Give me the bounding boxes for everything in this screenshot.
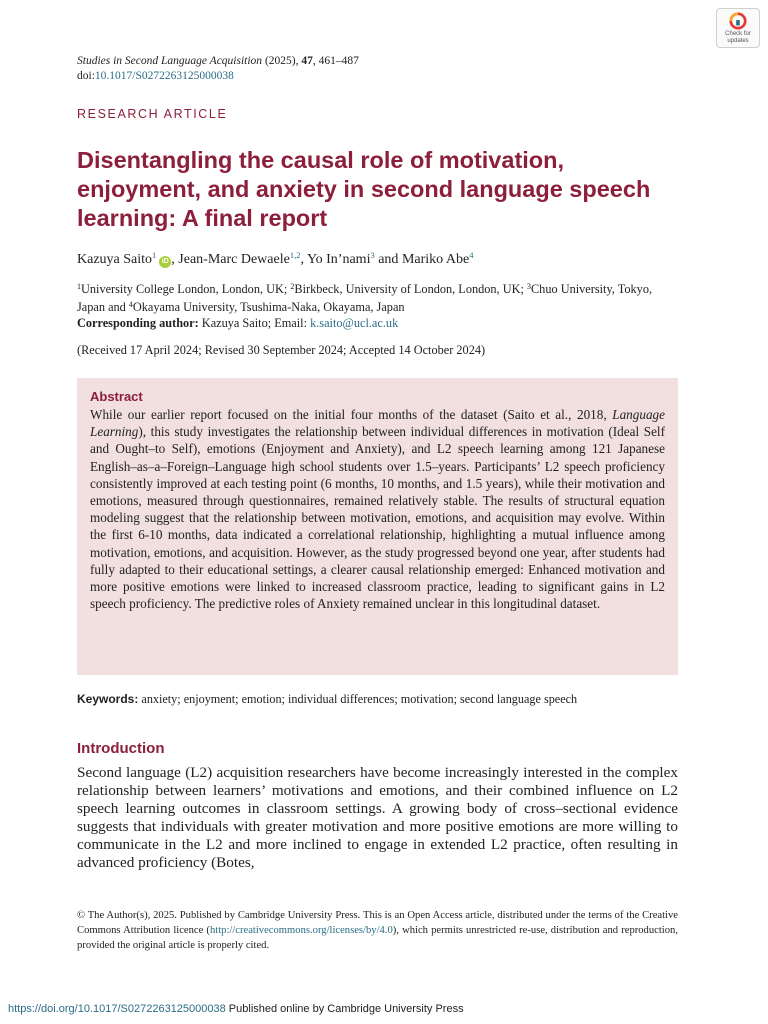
- check-for-updates-icon: [729, 12, 747, 30]
- doi-link[interactable]: 10.1017/S0272263125000038: [94, 70, 234, 82]
- journal-citation: [77, 54, 359, 84]
- author-affiliation-ref[interactable]: 3: [370, 250, 375, 260]
- affiliation: Chuo University, Tokyo, Japan and: [77, 282, 653, 314]
- corresponding-author: Kazuya Saito; Email:: [198, 316, 311, 330]
- license-notice: [77, 908, 678, 953]
- affiliation-number: 1: [77, 282, 81, 291]
- abstract-text-part: While our earlier report focused on the initial four months of the dataset (Saito et al., 2018,: [90, 407, 613, 422]
- affiliation: Okayama University, Tsushima-Naka, Okayama, Japan: [132, 300, 405, 314]
- journal-volume: 47: [301, 55, 313, 67]
- abstract-box: [77, 378, 678, 675]
- article-title: Disentangling the causal role of motivation, enjoyment, and anxiety in second language speech learning: A final report: [77, 147, 651, 231]
- license-link[interactable]: http://creativecommons.org/licenses/by/4.0: [209, 925, 393, 936]
- doi-prefix: doi:: [77, 70, 95, 82]
- footer-doi-link[interactable]: https://doi.org/10.1017/S0272263125000038: [8, 1003, 226, 1015]
- author-name[interactable]: Jean-Marc Dewaele: [178, 252, 290, 267]
- introduction-text: Second language (L2) acquisition researchers have become increasingly interested in the complex relationship between learners’ motivations and emotions, and their combined influence on L2 speech learning outcomes in classroom settings. A growing body of cross–sectional evidence suggests that individuals with greater motivation and more positive emotions are more willing to communicate in the L2 and more inclined to engage in extended L2 practice, often resulting in advanced proficiency (Botes,: [77, 764, 678, 871]
- license-text: ), which permits unrestricted re-use, distribution and reproduction, provided the original article is properly cited.: [77, 925, 678, 951]
- author-affiliation-ref[interactable]: 1: [152, 250, 157, 260]
- affiliations: [77, 279, 679, 331]
- keywords-label: Keywords:: [77, 692, 139, 706]
- journal-pages: , 461–487: [312, 55, 359, 67]
- author-name[interactable]: Kazuya Saito: [77, 252, 153, 267]
- journal-year: (2025),: [264, 55, 299, 67]
- keywords-text: anxiety; enjoyment; emotion; individual differences; motivation; second language speech: [138, 692, 578, 706]
- journal-name: Studies in Second Language Acquisition: [77, 55, 263, 67]
- author-list: Kazuya Saito$^1$iD , Jean-Marc Dewaele$^{1,2}$, Yo In’nami$^3$ and Mariko Abe$^4$: [77, 250, 474, 267]
- affiliation-number: 4: [128, 300, 133, 309]
- abstract-text-part: ), this study investigates the relationship between individual differences in motivation (Ideal Self and Ought–to Self), emotions (Enjoyment and Anxiety), and L2 speech learning among 121 Japanese English–as–a–Foreign–Language high school students over 1.5–years. Participants’ L2 speech proficiency consistently improved at each testing point (6 months, 10 months, and 1.5 years), while their motivation and emotions, measured through questionnaires, remained relatively stable. The results of structural equation modeling suggest that the relationship between motivation, emotions, and acquisition may evolve. Within the first 6-10 months, data indicated a correlational relationship, highlighting a mutual influence among motivation, emotions, and acquisition. However, as the study progressed beyond one year, after students had fully adapted to their educational settings, a clearer causal relationship emerged: Enhanced motivation and more positive emotions were linked to increased classroom practice, leading to significant gains in L2 speech proficiency. The predictive roles of Anxiety remained unclear in this longitudinal dataset.: [90, 424, 665, 612]
- orcid-icon[interactable]: iD: [159, 256, 171, 268]
- affiliation-number: 3: [526, 282, 531, 291]
- page-footer: [8, 1003, 464, 1015]
- abstract-journal-ref: Language Learning: [90, 407, 665, 440]
- abstract-text: [90, 406, 665, 612]
- footer-publisher: Published online by Cambridge University Press: [225, 1003, 464, 1015]
- journal-line: [77, 54, 359, 69]
- corresponding-author-label: Corresponding author:: [77, 316, 199, 330]
- author-name[interactable]: Mariko Abe: [401, 252, 470, 267]
- keywords: [77, 692, 577, 707]
- check-for-updates-label: Check for updates: [725, 31, 751, 44]
- affiliation-number: 2: [290, 282, 295, 291]
- author-name[interactable]: Yo In’nami: [306, 252, 371, 267]
- article-type: RESEARCH ARTICLE: [77, 107, 228, 121]
- check-for-updates-badge[interactable]: [716, 8, 760, 48]
- affiliation: University College London, London, UK;: [81, 282, 291, 296]
- email-link[interactable]: k.saito@ucl.ac.uk: [310, 316, 399, 330]
- license-text: © The Author(s), 2025. Published by Cambridge University Press. This is an Open Access article, distributed under the terms of the Creative Commons Attribution licence (: [77, 910, 678, 936]
- doi-line: [77, 69, 359, 84]
- introduction-heading: Introduction: [77, 740, 165, 757]
- abstract-heading: Abstract: [90, 389, 143, 404]
- affiliation: Birkbeck, University of London, London, UK;: [294, 282, 527, 296]
- author-affiliation-ref[interactable]: 4: [469, 250, 474, 260]
- author-affiliation-ref[interactable]: 1,2: [289, 250, 301, 260]
- publication-dates: (Received 17 April 2024; Revised 30 September 2024; Accepted 14 October 2024): [77, 343, 486, 357]
